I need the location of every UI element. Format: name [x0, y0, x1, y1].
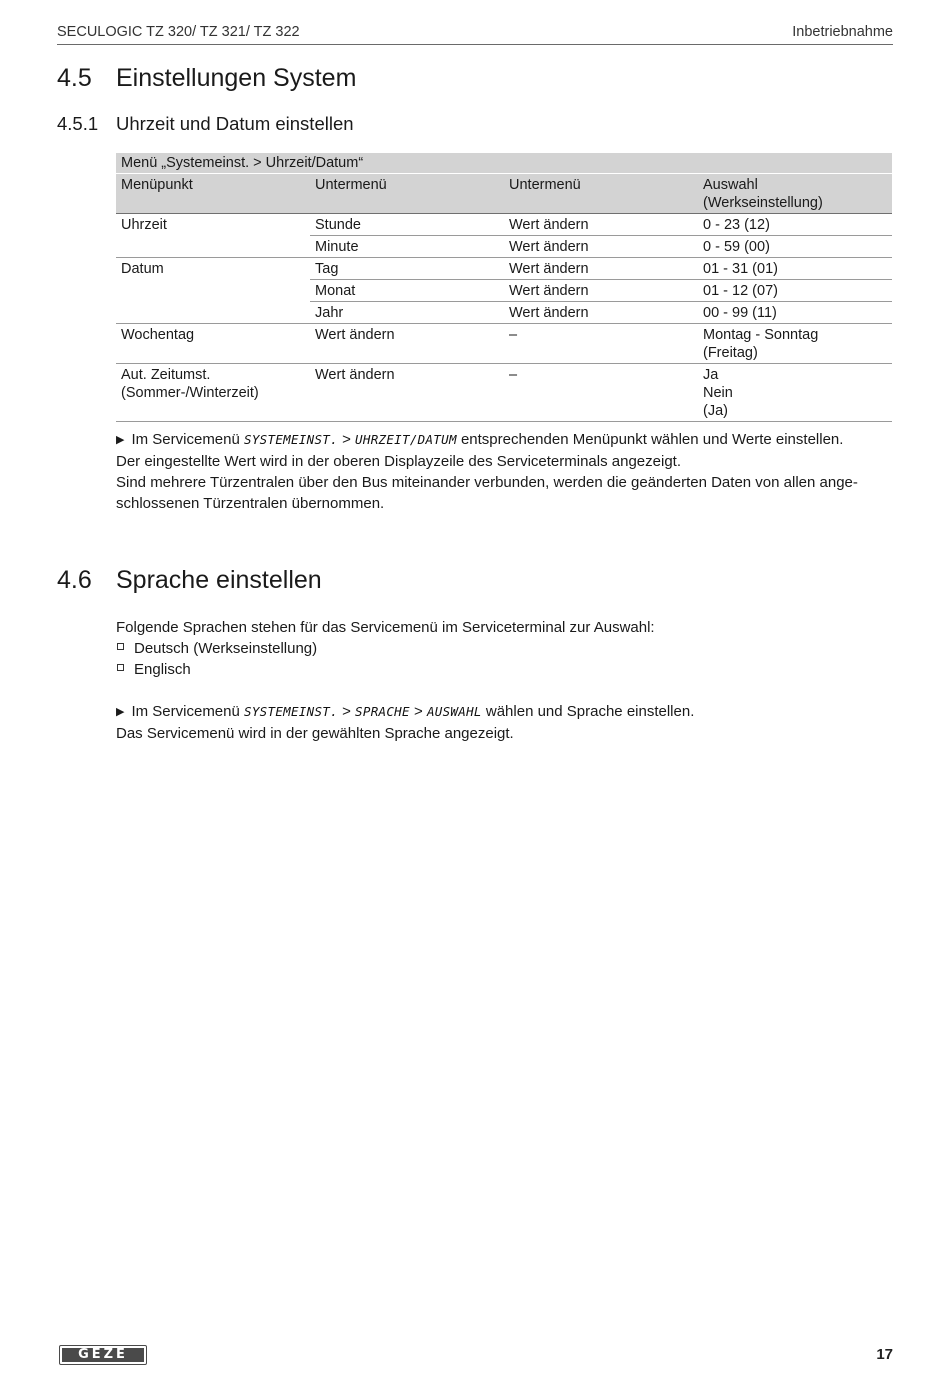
- table-row: [116, 214, 892, 236]
- body-text-line: schlossenen Türzentralen übernommen.: [116, 495, 385, 512]
- language-intro: [116, 617, 896, 680]
- logo-text: GEZE: [62, 1348, 144, 1362]
- section-4-6-heading: [57, 566, 322, 595]
- table-cell: Wert ändern: [504, 236, 698, 258]
- table-cell-line: Montag - Sonntag: [703, 327, 819, 343]
- body-text-line: Folgende Sprachen stehen für das Servicemenü im Serviceterminal zur Auswahl:: [116, 619, 655, 636]
- table-cell: Wert ändern: [504, 258, 698, 280]
- table-cell: 0 - 59 (00): [698, 236, 892, 258]
- column-header: Untermenü: [310, 174, 504, 214]
- header-product: SECULOGIC TZ 320/ TZ 321/ TZ 322: [57, 24, 300, 40]
- table-cell-menu: [116, 364, 310, 422]
- page-number: 17: [876, 1346, 893, 1363]
- column-header: Untermenü: [504, 174, 698, 214]
- table-row: [116, 258, 892, 280]
- language-instructions: [116, 701, 896, 744]
- table-cell-line: (Sommer-/Winterzeit): [121, 385, 259, 401]
- table-cell: Wert ändern: [504, 302, 698, 324]
- lcd-menu-label: UHRZEIT/DATUM: [355, 432, 457, 447]
- lcd-menu-label: SYSTEMEINST.: [244, 704, 338, 719]
- table-cell-menu: Datum: [116, 258, 310, 324]
- table-cell: [698, 364, 892, 422]
- table-cell: Wert ändern: [509, 217, 589, 233]
- time-date-settings-table: [116, 153, 892, 422]
- column-header: [698, 174, 892, 214]
- table-cell: Wert ändern: [310, 324, 504, 364]
- column-header-label: Auswahl: [703, 177, 758, 193]
- table-caption-row: [116, 153, 892, 174]
- column-header-sub: (Werkseinstellung): [703, 195, 823, 211]
- table-header-row: [116, 174, 892, 214]
- menu-separator: >: [409, 703, 427, 720]
- table-cell: 0 - 23 (12): [703, 217, 770, 233]
- table-cell: Stunde: [315, 217, 361, 233]
- square-bullet-icon: [117, 664, 124, 671]
- section-4-5-1-heading: [57, 113, 354, 135]
- table-cell-menu: Wochentag: [116, 324, 310, 364]
- lcd-menu-label: AUSWAHL: [426, 704, 482, 719]
- table-cell: Monat: [310, 280, 504, 302]
- geze-logo: [59, 1345, 147, 1365]
- time-date-instructions: [116, 429, 896, 514]
- table-row: [116, 324, 892, 364]
- instruction-text: entsprechenden Menüpunkt wählen und Werte einstellen.: [456, 431, 844, 448]
- table-cell: [698, 324, 892, 364]
- section-number: 4.5: [57, 64, 92, 92]
- play-arrow-icon: ▶: [116, 434, 125, 446]
- table-cell: –: [504, 364, 698, 422]
- section-number: 4.6: [57, 566, 92, 594]
- table-row: [116, 364, 892, 422]
- lcd-menu-label: SPRACHE: [355, 704, 410, 719]
- table-cell: Tag: [310, 258, 504, 280]
- header-rule: [57, 44, 893, 45]
- menu-separator: >: [337, 703, 356, 720]
- table-cell: Minute: [310, 236, 504, 258]
- section-number: 4.5.1: [57, 113, 99, 134]
- table-cell: 01 - 31 (01): [698, 258, 892, 280]
- instruction-text: Im Servicemenü: [131, 703, 240, 720]
- square-bullet-icon: [117, 643, 124, 650]
- table-cell: –: [504, 324, 698, 364]
- language-list-item: [116, 659, 896, 680]
- header-chapter: Inbetriebnahme: [792, 24, 893, 40]
- table-cell-line: (Freitag): [703, 345, 758, 361]
- table-cell: 01 - 12 (07): [698, 280, 892, 302]
- table-caption: Menü „Systemeinst. > Uhrzeit/Datum“: [116, 153, 892, 174]
- instruction-line: [116, 701, 896, 723]
- instruction-text: Im Servicemenü: [131, 431, 240, 448]
- table-cell-line: Ja: [703, 367, 719, 383]
- section-title: Einstellungen System: [116, 64, 357, 92]
- section-title: Uhrzeit und Datum einstellen: [116, 113, 354, 134]
- section-title: Sprache einstellen: [116, 566, 322, 594]
- table-cell: 00 - 99 (11): [698, 302, 892, 324]
- language-option: Englisch: [134, 661, 191, 678]
- instruction-line: [116, 429, 896, 451]
- body-text-line: Das Servicemenü wird in der gewählten Sprache angezeigt.: [116, 725, 514, 742]
- language-list-item: [116, 638, 896, 659]
- section-4-5-heading: [57, 64, 356, 93]
- menu-separator: >: [337, 431, 356, 448]
- instruction-text: wählen und Sprache einstellen.: [481, 703, 695, 720]
- table-cell-menu: Uhrzeit: [121, 217, 167, 233]
- body-text-line: Sind mehrere Türzentralen über den Bus miteinander verbunden, werden die geänderten Daten von allen ange-: [116, 474, 858, 491]
- play-arrow-icon: ▶: [116, 706, 125, 718]
- table-cell-line: Aut. Zeitumst.: [121, 367, 211, 383]
- table-cell-line: (Ja): [703, 403, 728, 419]
- lcd-menu-label: SYSTEMEINST.: [244, 432, 338, 447]
- table-cell: Jahr: [310, 302, 504, 324]
- table-cell: Wert ändern: [504, 280, 698, 302]
- body-text-line: Der eingestellte Wert wird in der oberen Displayzeile des Serviceterminals angezeigt.: [116, 453, 681, 470]
- table-cell-line: Nein: [703, 385, 733, 401]
- column-header: Menüpunkt: [116, 174, 310, 214]
- table-cell: Wert ändern: [310, 364, 504, 422]
- language-option: Deutsch (Werkseinstellung): [134, 640, 318, 657]
